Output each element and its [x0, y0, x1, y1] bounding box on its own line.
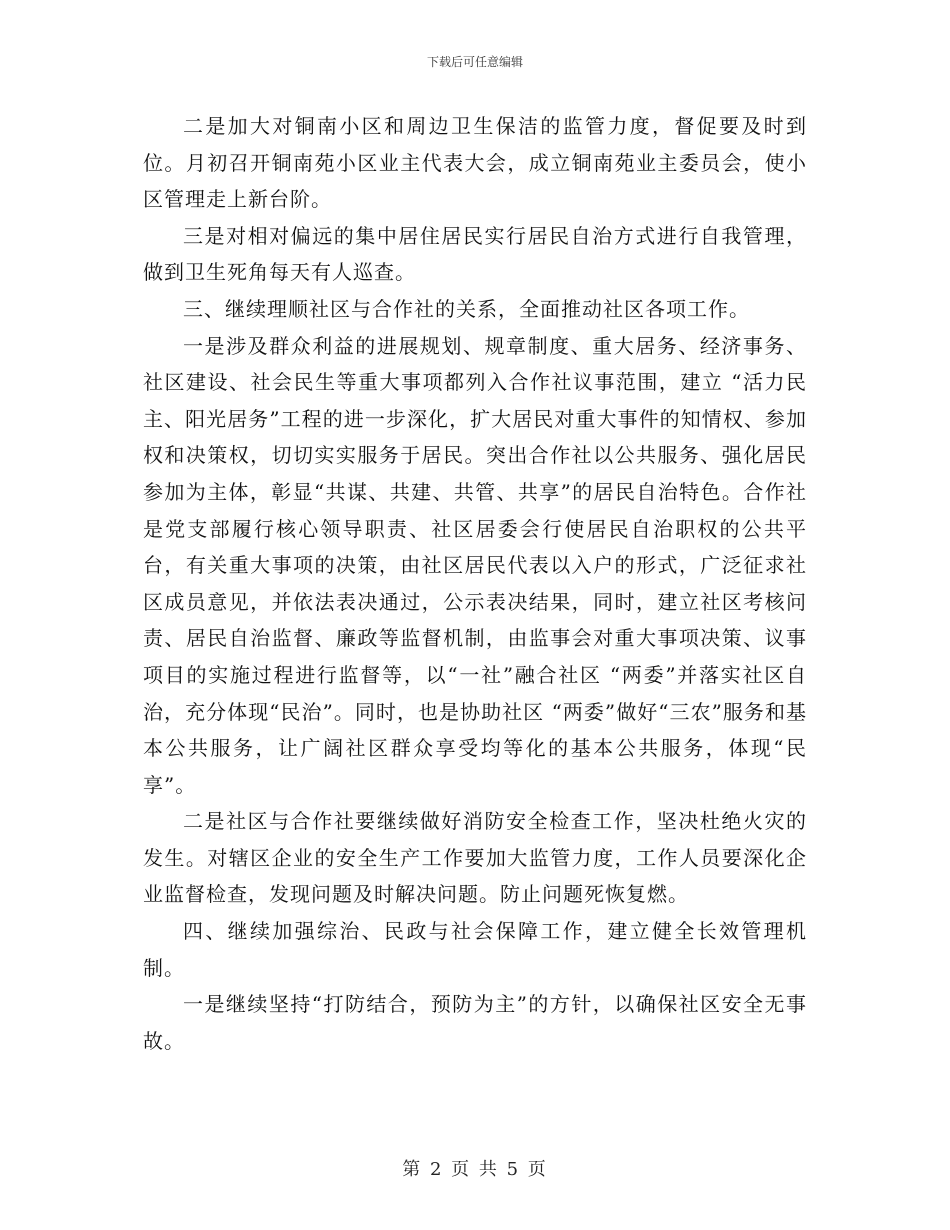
paragraph-5: 二是社区与合作社要继续做好消防安全检查工作，坚决杜绝火灾的发生。对辖区企业的安全生产工作要加大监管力度，工作人员要深化企业监督检查，发现问题及时解决问题。防止问题死恢复燃。: [143, 809, 807, 907]
paragraph-4: 一是涉及群众利益的进展规划、规章制度、重大居务、经济事务、社区建设、社会民生等重大事项都列入合作社议事范围，建立 “活力民主、阳光居务”工程的进一步深化，扩大居民对重大事件的知情权、参加权和决策权，切切实实服务于居民。突出合作社以公共服务、强化居民参加为主体，彰显“共谋、共建、共管、共享”的居民自治特色。合作社是党支部履行核心领导职责、社区居委会行使居民自治职权的公共平台，有关重大事项的决策，由社区居民代表以入户的形式，广泛征求社区成员意见，并依法表决通过，公示表决结果，同时，建立社区考核问责、居民自治监督、廉政等监督机制，由监事会对重大事项决策、议事项目的实施过程进行监督等，以“一社”融合社区 “两委”并落实社区自治，充分体现“民治”。同时，也是协助社区 “两委”做好“三农”服务和基本公共服务，让广阔社区群众享受均等化的基本公共服务，体现“民享”。: [143, 333, 807, 797]
page-header: 下载后可任意编辑: [426, 55, 523, 69]
paragraph-7: 一是继续坚持“打防结合，预防为主”的方针，以确保社区安全无事故。: [143, 992, 807, 1053]
document-body: [143, 108, 807, 1059]
section-heading-4: 四、继续加强综治、民政与社会保障工作，建立健全长效管理机制。: [143, 919, 807, 980]
section-heading-3: 三、继续理顺社区与合作社的关系，全面推动社区各项工作。: [183, 296, 750, 321]
paragraph-1: 二是加大对铜南小区和周边卫生保洁的监管力度，督促要及时到位。月初召开铜南苑小区业主代表大会，成立铜南苑业主委员会，使小区管理走上新台阶。: [143, 114, 807, 212]
paragraph-2: 三是对相对偏远的集中居住居民实行居民自治方式进行自我管理，做到卫生死角每天有人巡查。: [143, 223, 807, 285]
page-number: 第 2 页 共 5 页: [402, 1159, 548, 1180]
